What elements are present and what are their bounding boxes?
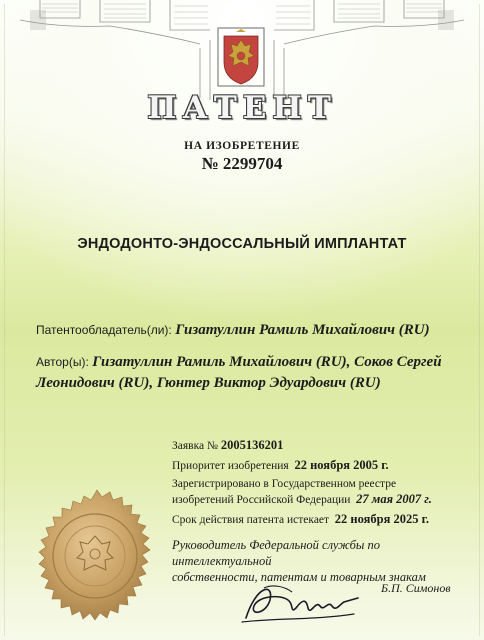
patent-title: ПАТЕНТ — [147, 90, 337, 126]
embossed-gold-seal-icon — [22, 488, 172, 638]
application-line — [172, 438, 283, 454]
patent-number: № 2299704 — [201, 154, 283, 173]
patent-holder — [36, 320, 466, 341]
holder-value: Гизатуллин Рамиль Михайлович (RU) — [175, 322, 430, 338]
registered-line — [172, 492, 432, 508]
patent-authors — [36, 352, 456, 394]
registered-value: 27 мая 2007 г. — [356, 492, 432, 506]
registered-line1: Зарегистрировано в Государственном реестре — [172, 478, 397, 490]
holder-label: Патентообладатель(ли): — [36, 323, 172, 337]
priority-value: 22 ноября 2005 г. — [294, 458, 389, 472]
validity-value: 22 ноября 2025 г. — [334, 512, 430, 526]
validity-label: Срок действия патента истекает — [172, 514, 330, 526]
priority-label: Приоритет изобретения — [172, 460, 289, 472]
russian-coat-of-arms-icon — [216, 26, 266, 88]
application-label: Заявка № — [172, 440, 218, 452]
validity-line — [172, 512, 429, 528]
priority-line — [172, 458, 389, 474]
registered-label: изобретений Российской Федерации — [172, 494, 351, 506]
signer-name: Б.П. Симонов — [381, 581, 451, 595]
invention-title: ЭНДОДОНТО-ЭНДОССАЛЬНЫЙ ИМПЛАНТАТ — [77, 236, 407, 252]
application-value: 2005136201 — [220, 438, 284, 452]
handwritten-signature — [236, 578, 366, 628]
head-line1: Руководитель Федеральной службы по интеллектуальной — [172, 538, 380, 568]
authors-value: Гизатуллин Рамиль Михайлович (RU), Соков Сергей Леонидович (RU), Гюнтер Виктор Эдуардович (RU) — [36, 354, 442, 391]
head-line2: собственности, патентам и товарным знакам — [172, 570, 426, 584]
authors-label: Автор(ы): — [36, 355, 89, 369]
patent-subtitle: НА ИЗОБРЕТЕНИЕ — [184, 140, 300, 152]
